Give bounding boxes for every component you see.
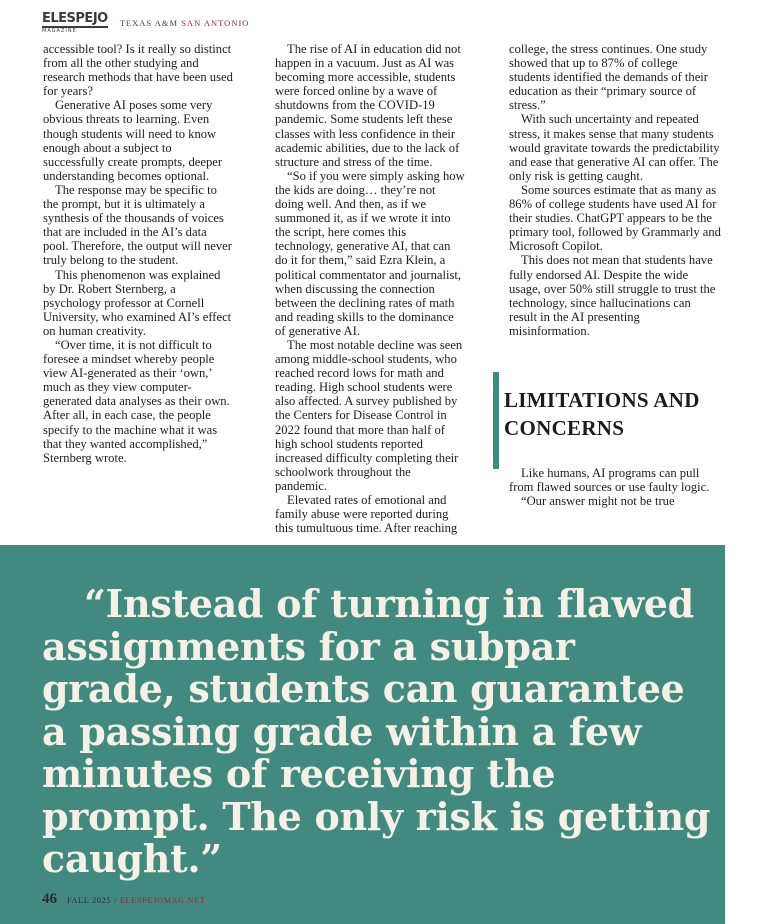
paragraph: The most notable decline was seen among middle-school students, who reached record lows for math and reading. High school students were also affected. A survey published by the Centers for Disease Control in 2022 found that more than half of high school students reported increased difficulty completing their schoolwork throughout the pandemic.	[275, 337, 463, 493]
article-column-3-continued	[509, 466, 721, 508]
page-footer	[42, 891, 206, 908]
logo-subtext: MAGAZINE	[42, 28, 77, 34]
logo-wordmark: ELESPEJO	[42, 11, 108, 26]
footer-issue-label: FALL 2025 /	[67, 896, 118, 905]
paragraph: This does not mean that students have fully endorsed AI. Despite the wide usage, over 50% still struggle to trust the technology, since hallucinations can result in the AI presenting misinformation.	[509, 253, 716, 338]
paragraph: “Over time, it is not difficult to foresee a mindset whereby people view AI-generated as their ‘own,’ much as they view computer-generated data analyses as their own. After all, in each case, the people specify to the machine what it was that they wanted accomplished,” Sternberg wrote.	[43, 337, 230, 465]
pull-quote-box	[0, 545, 725, 924]
paragraph: With such uncertainty and repeated stress, it makes sense that many students would gravitate towards the predictability and ease that generative AI can offer. The only risk is getting caught.	[509, 112, 720, 183]
paragraph: The response may be specific to the prompt, but it is ultimately a synthesis of the thousands of voices that are included in the AI’s data pool. Therefore, the output will never truly belong to the student.	[43, 182, 232, 268]
paragraph: Elevated rates of emotional and family abuse were reported during this tumultuous time. After reaching	[275, 493, 458, 536]
paragraph: Like humans, AI programs can pull from flawed sources or use faulty logic.	[509, 466, 710, 495]
paragraph: college, the stress continues. One study showed that up to 87% of college students identified the demands of their education as their “primary source of stress.”	[509, 42, 709, 113]
paragraph: “Our answer might not be true	[521, 494, 675, 509]
header-tagline	[120, 18, 250, 28]
paragraph: Generative AI poses some very obvious threats to learning. Even though students will need to know enough about a subject to successfully create prompts, deeper understanding becomes optional.	[43, 98, 223, 183]
page-header	[42, 10, 249, 36]
article-column-3	[509, 42, 721, 338]
section-subhead	[493, 372, 728, 469]
paragraph: accessible tool? Is it really so distinct from all the other studying and research methods that have been used for years?	[43, 42, 233, 99]
footer-site: ELESPEJOMAG.NET	[119, 896, 206, 905]
page-number: 46	[42, 891, 57, 907]
paragraph: This phenomenon was explained by Dr. Robert Sternberg, a psychology professor at Cornell University, who examined AI’s effect on human creativity.	[43, 267, 232, 338]
tagline-accent: SAN ANTONIO	[181, 18, 250, 28]
paragraph: “So if you were simply asking how the kids are doing… they’re not doing well. And then, as if we summoned it, as if we wrote it into the script, here comes this technology, generative AI, that can do it for them,” said Ezra Klein, a political commentator and journalist, when discussing the connection between the declining rates of math and reading skills to the dominance of generative AI.	[275, 168, 465, 338]
subhead-text: LIMITATIONS AND CONCERNS	[504, 388, 700, 440]
magazine-logo	[42, 12, 108, 34]
footer-issue	[67, 896, 206, 905]
tagline-prefix: TEXAS A&M	[119, 18, 179, 28]
article-column-1	[43, 42, 233, 465]
paragraph: The rise of AI in education did not happen in a vacuum. Just as AI was becoming more accessible, students were forced online by a wave of shutdowns from the COVID-19 pandemic. Some students left these classes with less confidence in their academic abilities, due to the lack of structure and stress of the time.	[275, 42, 461, 169]
pull-quote-text: “Instead of turning in flawed assignments for a subpar grade, students can guarantee a passing grade within a few minutes of receiving the prompt. The only risk is getting caught.”	[42, 581, 711, 881]
article-column-2	[275, 42, 465, 535]
paragraph: Some sources estimate that as many as 86% of college students have used AI for their studies. ChatGPT appears to be the primary tool, followed by Grammarly and Microsoft Copilot.	[509, 182, 721, 254]
